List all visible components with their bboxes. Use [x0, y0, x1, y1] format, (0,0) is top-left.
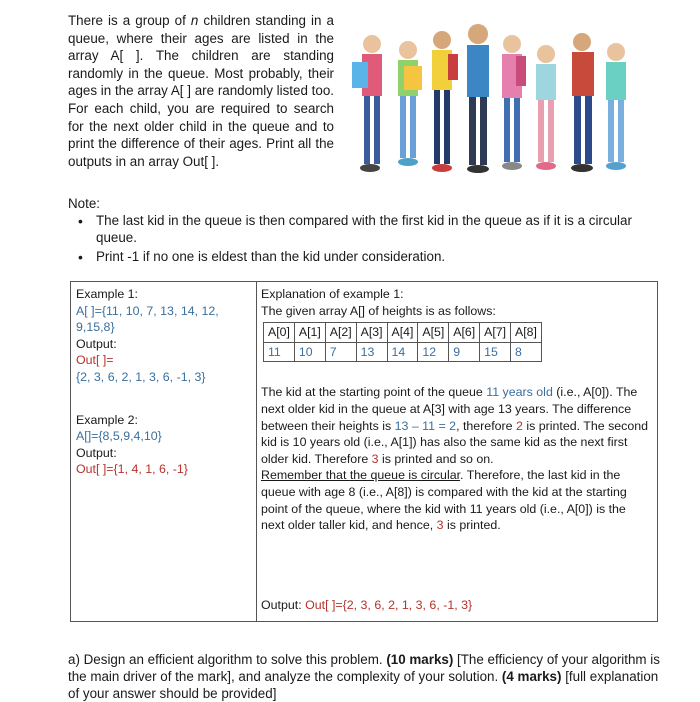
example1-output: {2, 3, 6, 2, 1, 3, 6, -1, 3}: [76, 369, 206, 384]
note-list: [76, 213, 656, 269]
array-table: [263, 322, 542, 362]
array-value-cell: 12: [418, 342, 449, 362]
array-value-cell: 10: [294, 342, 325, 362]
array-value-cell: 11: [264, 342, 295, 362]
array-value-cell: 7: [325, 342, 356, 362]
array-header-cell: A[5]: [418, 323, 449, 343]
array-value-cell: 15: [480, 342, 511, 362]
array-header-cell: A[0]: [264, 323, 295, 343]
example1-title: Example 1:: [76, 287, 138, 301]
list-item: • Print -1 if no one is eldest than the kid under consideration.: [76, 249, 656, 266]
array-value-cell: 13: [356, 342, 387, 362]
array-header-cell: A[3]: [356, 323, 387, 343]
examples-column: [76, 286, 252, 478]
array-header-cell: A[6]: [449, 323, 480, 343]
array-header-cell: A[2]: [325, 323, 356, 343]
array-header-cell: A[4]: [387, 323, 418, 343]
example1-out-label: Out[ ]=: [76, 353, 114, 368]
question-a: a) Design an efficient algorithm to solve this problem. (10 marks) [The efficiency of your algorithm is the main driver of the mark], and analyze the complexity of your solution. (4 marks) [full explanation of your answer should be provided]: [68, 652, 660, 701]
array-value-cell: 8: [511, 342, 542, 362]
children-queue-illustration: [350, 14, 635, 180]
list-item: • The last kid in the queue is then compared with the first kid in the queue as if it is a circular queue.: [76, 213, 656, 246]
example2-title: Example 2:: [76, 412, 138, 427]
explanation-text: The kid at the starting point of the queue 11 years old (i.e., A[0]). The next older kid in the queue at A[3] with age 13 years. The difference between their heights is 13 – 11 = 2, therefore 2 is printed. The second kid is 10 years old (i.e., A[1]) has also the same kid as the next first older kid. Therefore 3 is printed and so on. Remember that the queue is circular. Therefore, the last kid in the queue with age 8 (i.e., A[8]) is compared with the kid at the starting point of the queue, where the kid with 11 years old (i.e., A[0]) is the next older taller kid, and hence, 3 is printed.: [261, 385, 649, 533]
table-row: [264, 342, 542, 362]
example1-output-label: Output:: [76, 336, 117, 351]
example2-output: Out[ ]={1, 4, 1, 6, -1}: [76, 462, 188, 477]
table-row: [264, 323, 542, 343]
explanation-subtitle: The given array A[] of heights is as follows:: [261, 303, 496, 318]
example1-input: A[ ]={11, 10, 7, 13, 14, 12, 9,15,8}: [76, 303, 219, 335]
array-header-cell: A[8]: [511, 323, 542, 343]
explanation-column: [261, 286, 651, 534]
example2-input: A[]={8,5,9,4,10}: [76, 429, 162, 444]
array-header-cell: A[1]: [294, 323, 325, 343]
explanation-title: Explanation of example 1:: [261, 287, 404, 301]
explanation-output: Output: Out[ ]={2, 3, 6, 2, 1, 3, 6, -1, 3}: [261, 598, 473, 612]
column-divider: [256, 282, 257, 621]
child-figure: [352, 24, 626, 173]
array-header-cell: A[7]: [480, 323, 511, 343]
array-value-cell: 14: [387, 342, 418, 362]
array-value-cell: 9: [449, 342, 480, 362]
note-title: Note:: [68, 196, 101, 211]
examples-box: [70, 281, 658, 622]
example2-output-label: Output:: [76, 445, 117, 460]
problem-statement: There is a group of n children standing in a queue, where their ages are listed in the array A[ ]. The children are standing randomly in the queue. Most probably, their ages in the array A[ ] are randomly listed too. For each child, you are required to search for the next older child in the queue and to print the difference of their ages. Print all the outputs in an array Out[ ].: [68, 13, 334, 169]
